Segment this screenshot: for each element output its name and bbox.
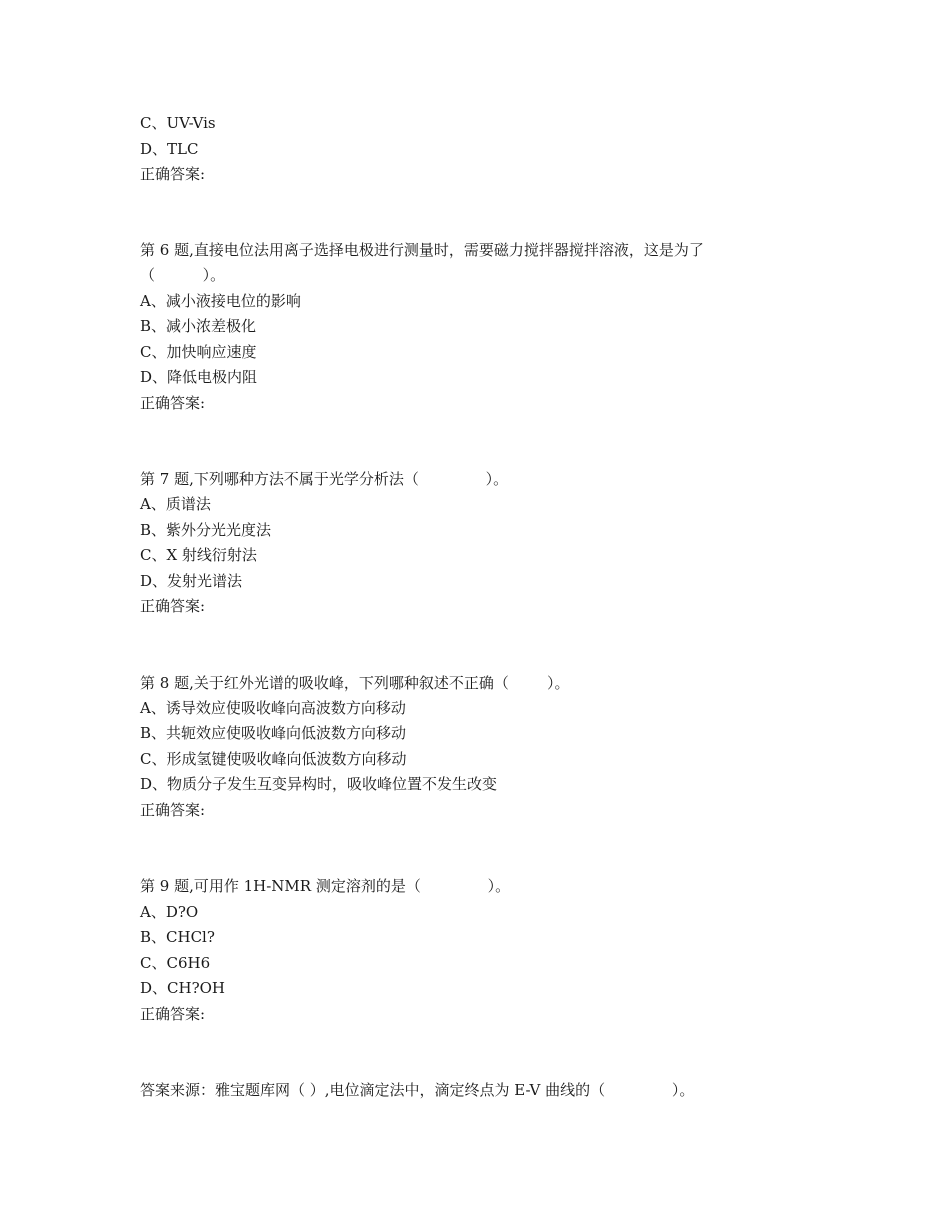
question-8-option-a: A、诱导效应使吸收峰向高波数方向移动 (140, 699, 406, 717)
question-8-stem: 第 8 题,关于红外光谱的吸收峰，下列哪种叙述不正确（ ）。 (140, 674, 570, 692)
question-6-option-b: B、减小浓差极化 (140, 317, 257, 335)
option-c-q5: C、UV-Vis (140, 114, 216, 132)
question-9-option-d: D、CH?OH (140, 979, 226, 997)
question-6-option-d: D、降低电极内阻 (140, 368, 258, 386)
question-9-stem: 第 9 题,可用作 1H-NMR 测定溶剂的是（ ）。 (140, 877, 511, 895)
question-7-stem: 第 7 题,下列哪种方法不属于光学分析法（ ）。 (140, 470, 509, 488)
question-8-option-b: B、共轭效应使吸收峰向低波数方向移动 (140, 724, 407, 742)
question-7-answer: 正确答案: (140, 597, 206, 615)
answer-source-footer: 答案来源：雅宝题库网（ ）,电位滴定法中，滴定终点为 E-V 曲线的（ ）。 (140, 1081, 695, 1099)
question-8-option-c: C、形成氢键使吸收峰向低波数方向移动 (140, 750, 407, 768)
question-6-stem: 第 6 题,直接电位法用离子选择电极进行测量时，需要磁力搅拌器搅拌溶液，这是为了 (140, 241, 704, 259)
question-9-option-a: A、D?O (140, 903, 199, 921)
question-6-option-a: A、减小液接电位的影响 (140, 292, 301, 310)
question-9-option-b: B、CHCl? (140, 928, 215, 946)
question-7-option-b: B、紫外分光光度法 (140, 521, 272, 539)
question-6-stem-cont: （ ）。 (140, 266, 226, 284)
question-8-option-d: D、物质分子发生互变异构时，吸收峰位置不发生改变 (140, 775, 498, 793)
question-6-answer: 正确答案: (140, 394, 206, 412)
answer-label-q5: 正确答案: (140, 165, 206, 183)
question-7-option-c: C、X 射线衍射法 (140, 546, 257, 564)
question-6-option-c: C、加快响应速度 (140, 343, 257, 361)
question-9-answer: 正确答案: (140, 1005, 206, 1023)
option-d-q5: D、TLC (140, 140, 199, 158)
question-9-option-c: C、C6H6 (140, 954, 211, 972)
question-8-answer: 正确答案: (140, 801, 206, 819)
question-7-option-a: A、质谱法 (140, 495, 211, 513)
question-7-option-d: D、发射光谱法 (140, 572, 243, 590)
